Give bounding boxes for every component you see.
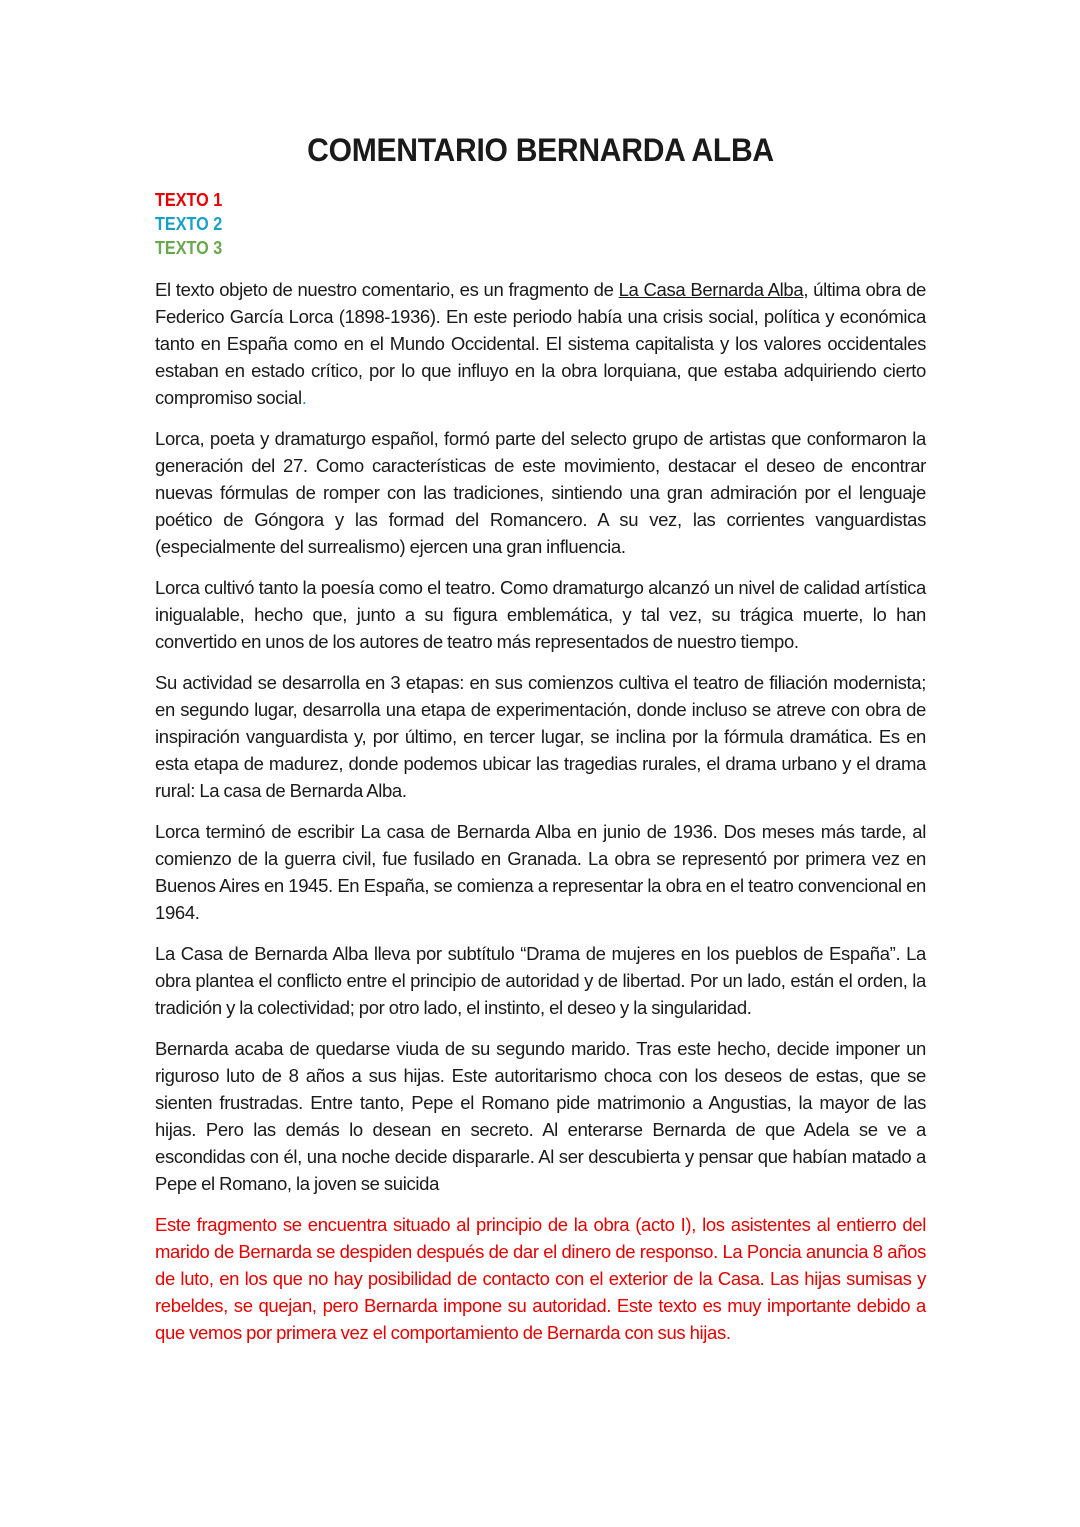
paragraph-generation-27: Lorca, poeta y dramaturgo español, formó parte del selecto grupo de artistas que conformaron la generación del 27. Como características de este movimiento, destacar el deseo de encontrar nuevas fórmulas de romper con las tradiciones, sintiendo una gran admiración por el lenguaje poético de Góngora y las formad del Romancero. A su vez, las corrientes vanguardistas (especialmente del surrealismo) ejercen una gran influencia. [155,428,926,557]
legend-texto-3: TEXTO 3 [155,238,223,258]
legend-texto-2: TEXTO 2 [155,214,223,234]
document-title: COMENTARIO BERNARDA ALBA [307,132,774,168]
paragraph-lorca-theatre: Lorca cultivó tanto la poesía como el teatro. Como dramaturgo alcanzó un nivel de calidad artística inigualable, hecho que, junto a su figura emblemática, y tal vez, su trágica muerte, lo han convertido en unos de los autores de teatro más representados de nuestro tiempo. [155,577,926,652]
document-body [155,276,926,1360]
paragraph-intro-rest: , última obra de Federico García Lorca (1898-1936). En este periodo había una crisis social, política y económica tanto en España como en el Mundo Occidental. El sistema capitalista y los valores occidentales estaban en estado crítico, por lo que influyo en la obra lorquiana, que estaba adquiriendo cierto compromiso social [155,279,926,408]
legend-texto-1: TEXTO 1 [155,190,223,210]
paragraph-writing-date: Lorca terminó de escribir La casa de Bernarda Alba en junio de 1936. Dos meses más tarde, al comienzo de la guerra civil, fue fusilado en Granada. La obra se representó por primera vez en Buenos Aires en 1945. En España, se comienza a representar la obra en el teatro convencional en 1964. [155,821,926,923]
paragraph-fragment-situation: Este fragmento se encuentra situado al principio de la obra (acto I), los asistentes al entierro del marido de Bernarda se despiden después de dar el dinero de responso. La Poncia anuncia 8 años de luto, en los que no hay posibilidad de contacto con el exterior de la Casa. Las hijas sumisas y rebeldes, se quejan, pero Bernarda impone su autoridad. Este texto es muy importante debido a que vemos por primera vez el comportamiento de Bernarda con sus hijas. [155,1214,926,1343]
color-legend [155,188,222,260]
paragraph-plot: Bernarda acaba de quedarse viuda de su segundo marido. Tras este hecho, decide imponer un riguroso luto de 8 años a sus hijas. Este autoritarismo choca con los deseos de estas, que se sienten frustradas. Entre tanto, Pepe el Romano pide matrimonio a Angustias, la mayor de las hijas. Pero las demás lo desean en secreto. Al enterarse Bernarda de que Adela se ve a escondidas con él, una noche decide dispararle. Al ser descubierta y pensar que habían matado a Pepe el Romano, la joven se suicida [155,1038,926,1194]
paragraph-intro-dot: . [301,387,307,408]
paragraph-stages: Su actividad se desarrolla en 3 etapas: en sus comienzos cultiva el teatro de filiación modernista; en segundo lugar, desarrolla una etapa de experimentación, donde incluso se atreve con obra de inspiración vanguardista y, por último, en tercer lugar, se inclina por la fórmula dramática. Es en esta etapa de madurez, donde podemos ubicar las tragedias rurales, el drama urbano y el drama rural: La casa de Bernarda Alba. [155,672,926,801]
paragraph-subtitle: La Casa de Bernarda Alba lleva por subtítulo “Drama de mujeres en los pueblos de España”. La obra plantea el conflicto entre el principio de autoridad y de libertad. Por un lado, están el orden, la tradición y la colectividad; por otro lado, el instinto, el deseo y la singularidad. [155,943,926,1018]
work-title-link: La Casa Bernarda Alba [618,279,804,300]
paragraph-intro [155,276,926,411]
paragraph-intro-start: El texto objeto de nuestro comentario, es un fragmento de [155,279,619,300]
